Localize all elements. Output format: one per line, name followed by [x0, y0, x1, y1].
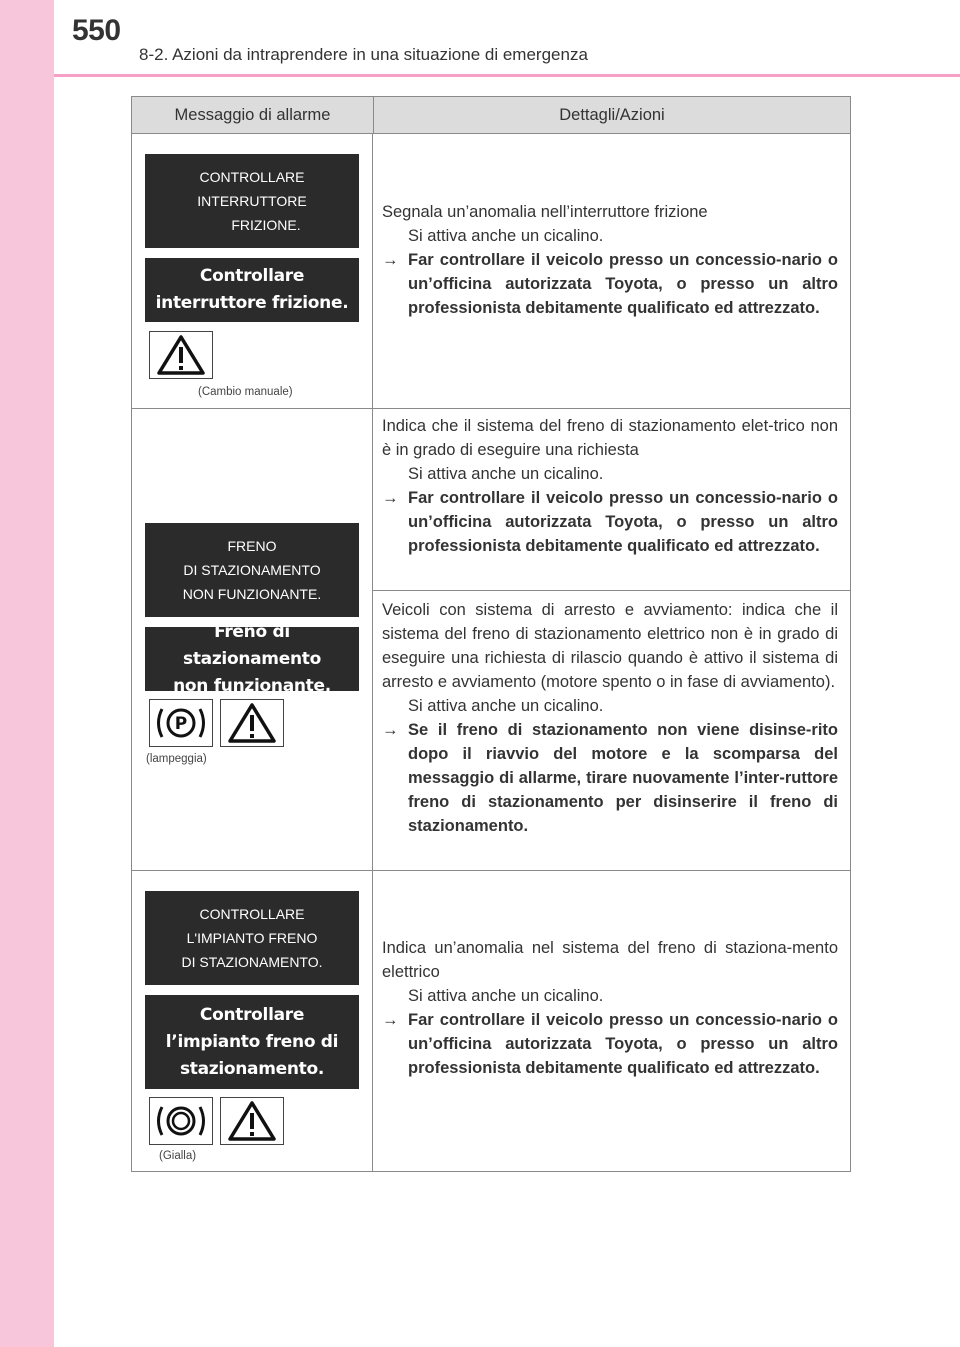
message-line: interruttore frizione.: [155, 293, 349, 313]
action-item: [382, 248, 838, 320]
message-line: Freno di stazionamento: [183, 621, 321, 669]
message-cell: [132, 409, 373, 870]
message-line: FRENO: [227, 538, 277, 554]
message-line: CONTROLLARE: [199, 169, 305, 185]
warning-messages-table: [131, 96, 851, 1172]
action-item: [382, 1008, 838, 1080]
description-text: Veicoli con sistema di arresto e avviamento: indica che il sistema del freno di stazionamento elettrico non è in grado di eseguire una richiesta di rilascio quando è attivo il sistema di arresto e avviamento (motore spento o in fase di avviamento).: [382, 601, 838, 691]
warning-icon: [220, 1097, 284, 1145]
warning-icon: [220, 699, 284, 747]
table-row: [132, 871, 850, 1171]
warning-message-display-alt: [145, 258, 359, 322]
buzzer-text: Si attiva anche un cicalino.: [408, 227, 604, 245]
note-label: (lampeggia): [146, 753, 207, 765]
warning-message-display: [145, 523, 359, 617]
table-row: [132, 409, 850, 871]
message-line: Controllare: [199, 266, 305, 286]
description-text: Indica un’anomalia nel sistema del freno di staziona-mento elettrico: [382, 939, 838, 981]
warning-message-display-alt: [145, 621, 359, 696]
table-header-row: [132, 97, 850, 134]
warning-message-display: [145, 154, 359, 248]
message-cell: [132, 134, 373, 408]
description-text: Segnala un’anomalia nell’interruttore frizione: [382, 203, 708, 221]
details-subsection: [373, 409, 850, 590]
message-line: stazionamento.: [179, 1058, 325, 1079]
action-text: Far controllare il veicolo presso un concessio-nario o un’officina autorizzata Toyota, o presso un altro professionista debitamente qualificato ed attrezzato.: [408, 1011, 838, 1077]
arrow-icon: →: [382, 721, 399, 739]
message-line: NON FUNZIONANTE.: [182, 586, 322, 602]
note-label: (Gialla): [159, 1150, 197, 1162]
description-text: Indica che il sistema del freno di stazionamento elet-trico non è in grado di eseguire una richiesta: [382, 417, 838, 459]
message-line: non funzionante.: [173, 675, 331, 696]
details-cell: [373, 409, 850, 870]
action-item: [382, 718, 838, 838]
message-line: INTERRUTTORE: [197, 193, 307, 209]
column-header-details: Dettagli/Azioni: [559, 105, 665, 124]
details-cell: [373, 134, 850, 408]
details-cell: [373, 871, 850, 1171]
arrow-icon: →: [382, 489, 399, 507]
action-item: [382, 486, 838, 558]
side-color-strip: [0, 0, 54, 1347]
message-line: l’impianto freno di: [165, 1031, 339, 1052]
buzzer-text: Si attiva anche un cicalino.: [408, 465, 604, 483]
action-text: Far controllare il veicolo presso un concessio-nario o un’officina autorizzata Toyota, o presso un altro professionista debitamente qualificato ed attrezzato.: [408, 489, 838, 555]
action-text: Se il freno di stazionamento non viene disinse-rito dopo il riavvio del motore e la scomparsa del messaggio di allarme, tirare nuovamente l’inter-ruttore freno di stazionamento per disinserire il freno di stazionamento.: [408, 721, 838, 835]
warning-message-display: [145, 891, 359, 985]
page-number: 550: [72, 14, 121, 47]
brake-system-icon: [149, 1097, 213, 1145]
table-row: [132, 134, 850, 409]
parking-brake-icon: [149, 699, 213, 747]
message-line: CONTROLLARE: [199, 906, 305, 922]
message-line: DI STAZIONAMENTO.: [181, 954, 323, 970]
message-cell: [132, 871, 373, 1171]
header-rule: [54, 74, 960, 77]
svg-text:P: P: [174, 714, 188, 734]
message-line: FRIZIONE.: [231, 217, 301, 233]
buzzer-text: Si attiva anche un cicalino.: [408, 987, 604, 1005]
arrow-icon: →: [382, 251, 399, 269]
message-line: L'IMPIANTO FRENO: [186, 930, 318, 946]
warning-message-display-alt: [145, 995, 359, 1089]
warning-icon: [149, 331, 213, 379]
action-text: Far controllare il veicolo presso un concessio-nario o un’officina autorizzata Toyota, o presso un altro professionista debitamente qualificato ed attrezzato.: [408, 251, 838, 317]
note-label: (Cambio manuale): [198, 386, 293, 398]
buzzer-text: Si attiva anche un cicalino.: [408, 697, 604, 715]
arrow-icon: →: [382, 1011, 399, 1029]
message-line: Controllare: [199, 1004, 305, 1025]
message-line: DI STAZIONAMENTO: [183, 562, 321, 578]
column-header-message: Messaggio di allarme: [132, 97, 374, 133]
details-subsection: [373, 590, 850, 838]
page-header: [54, 0, 960, 76]
section-title: 8-2. Azioni da intraprendere in una situazione di emergenza: [139, 45, 588, 64]
